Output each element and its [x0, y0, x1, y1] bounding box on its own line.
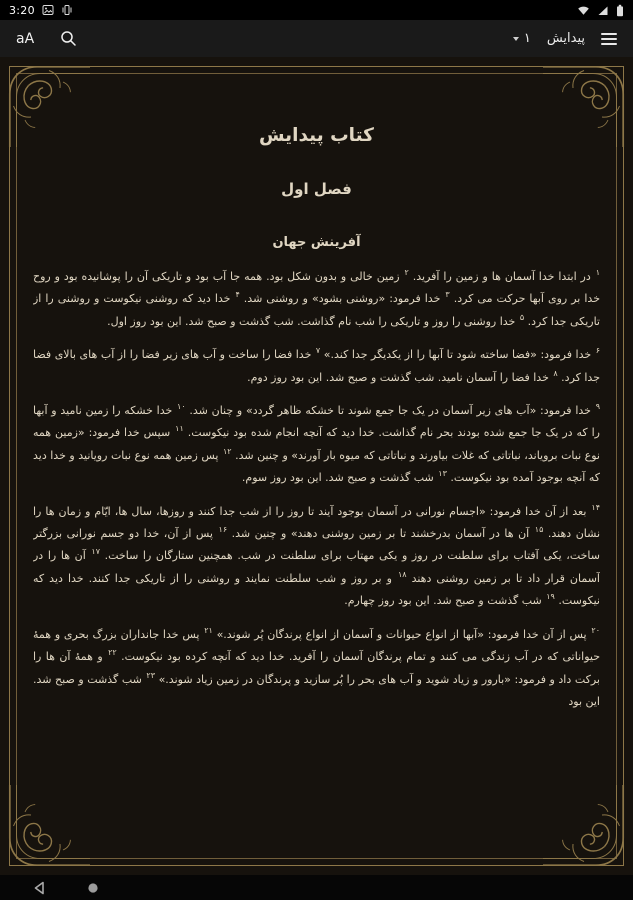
verse-number: ۲۲ — [108, 648, 117, 658]
scripture-paragraph: $^۹$ خدا فرمود: «آب های زیر آسمان در یک جا جمع شوند تا خشکه ظاهر گردد» و چنان شد. $^{۱۰}$ خدا خشکه را زمین نامید و آبها را که در یک جا جمع شده بودند بحر نام گذاشت. خدا دید که آنچه انجام شده بود نیکوست. $^{۱۱}$ سپس خدا فرمود: «زمین همه نوع نبات برویاند، نباتاتی که غلات بیاورند و نباتاتی که میوه بار آورند» و چنین شد. $^{۱۲}$ پس زمین همه نوع نبات رویانید و خدا دید که آنچه بوجود آمده بود نیکوست. $^{۱۳}$ شب گذشت و صبح شد. این بود روز سوم. — [33, 402, 600, 485]
action-bar — [0, 20, 633, 57]
chapter-selector[interactable] — [513, 31, 531, 46]
verse-number: ۲ — [404, 268, 409, 277]
verse-number: ۱۵ — [534, 525, 544, 535]
hamburger-icon — [601, 33, 617, 45]
status-bar — [0, 0, 633, 20]
menu-button[interactable] — [601, 33, 617, 45]
search-icon — [60, 30, 77, 47]
search-button[interactable] — [60, 30, 77, 47]
book-title: کتاب پیدایش — [259, 125, 374, 146]
verse-number: ۷ — [315, 346, 321, 356]
verse-number: ۱۹ — [546, 592, 555, 602]
verse-number: ۱۷ — [91, 547, 100, 557]
verse-number: ۶ — [595, 346, 600, 356]
scripture-paragraph: $^{۱۴}$ بعد از آن خدا فرمود: «اجسام نورانی در آسمان بوجود آیند تا روز را از شب جدا کنند و روزها، سال ها، ایّام و زمان ها را نشان دهند. $^{۱۵}$ آن ها در آسمان بدرخشند تا بر زمین روشنی دهند» و چنین شد. $^{۱۶}$ پس از آن، خدا دو جسم نورانی بزرگتر ساخت، یکی آفتاب برای سلطنت در روز و یکی مهتاب برای سلطنت در شب. همچنین ستارگان را ساخت. $^{۱۷}$ آن ها را در آسمان قرار داد تا بر زمین روشنی دهند $^{۱۸}$ و بر روز و شب سلطنت نمایند و روشنی را از تاریکی جدا کنند. خدا دید که نیکوست. $^{۱۹}$ شب گذشت و صبح شد. این بود روز چهارم. — [33, 502, 600, 608]
status-bar-right — [577, 4, 624, 17]
verse-number: ۱۰ — [177, 402, 186, 412]
vibrate-icon — [61, 4, 73, 16]
verse-number: ۲۱ — [204, 625, 213, 635]
font-size-button[interactable]: aA — [16, 30, 35, 47]
clock: 3:20 — [9, 3, 35, 17]
home-button[interactable] — [87, 882, 99, 894]
back-icon — [33, 881, 47, 895]
signal-icon — [597, 5, 609, 16]
chapter-heading: فصل اول — [281, 180, 352, 198]
battery-icon — [616, 4, 624, 17]
verse-number: ۱۱ — [175, 424, 184, 434]
book-selector[interactable]: پیدایش — [546, 31, 585, 46]
verse-number: ۲۰ — [591, 625, 600, 635]
verse-number: ۳ — [445, 290, 450, 300]
scripture-paragraph: $^۱$ در ابتدا خدا آسمان ها و زمین را آفرید. $^۲$ زمین خالی و بدون شکل بود. همه جا آب بود و تاریکی آن را پوشانیده بود و روح خدا بر روی آبها حرکت می کرد. $^۳$ خدا فرمود: «روشنی بشود» و روشنی شد. $^۴$ خدا دید که روشنی نیکوست و روشنی را از تاریکی جدا کرد. $^۵$ خدا روشنی را روز و تاریکی را شب نام گذاشت. شب گذشت و صبح شد. این بود روز اول. — [33, 268, 600, 328]
verse-number: ۴ — [235, 290, 240, 300]
verse-number: ۸ — [553, 368, 558, 378]
back-button[interactable] — [33, 881, 47, 895]
home-circle-icon — [87, 882, 99, 894]
verse-number: ۹ — [595, 402, 600, 412]
verse-number: ۱۸ — [397, 569, 407, 579]
reader-page[interactable] — [0, 57, 633, 875]
action-bar-left — [16, 30, 77, 47]
chapter-number: ۱ — [523, 31, 531, 46]
verse-paragraphs — [33, 266, 600, 713]
verse-number: ۱ — [595, 268, 600, 277]
verse-number: ۱۴ — [591, 502, 600, 512]
chevron-down-icon — [513, 37, 519, 41]
verse-number: ۱۶ — [218, 525, 228, 535]
action-bar-right — [513, 31, 617, 46]
navigation-bar — [0, 875, 633, 900]
verse-number: ۲۳ — [146, 670, 156, 680]
scripture-text-area[interactable] — [33, 57, 600, 861]
verse-number: ۱۲ — [223, 446, 232, 456]
scripture-paragraph: $^{۲۰}$ پس از آن خدا فرمود: «آبها از انواع حیوانات و آسمان از انواع پرندگان پُر شوند.» $^{۲۱}$ پس خدا جانداران بزرگ بحری و همهٔ حیواناتی که در آب زندگی می کنند و تمام پرندگان آسمان را آفرید. خدا دید که آنچه کرده بود نیکوست. $^{۲۲}$ و همهٔ آن ها را برکت داد و فرمود: «بارور و زیاد شوید و آب های بحر را پُر سازید و پرندگان در زمین زیاد شوند.» $^{۲۳}$ شب گذشت و صبح شد. این بود — [33, 625, 600, 708]
verse-number: ۱۳ — [438, 469, 447, 479]
scripture-paragraph: $^۶$ خدا فرمود: «فضا ساخته شود تا آبها را از یکدیگر جدا کند.» $^۷$ خدا فضا را ساخت و آب های زیر فضا را از آب های بالای فضا جدا کرد. $^۸$ خدا فضا را آسمان نامید. شب گذشت و صبح شد. این بود روز دوم. — [33, 346, 600, 384]
photo-icon — [42, 4, 54, 16]
wifi-icon — [577, 5, 590, 16]
section-heading: آفرینش جهان — [272, 235, 361, 250]
verse-number: ۵ — [519, 312, 525, 322]
status-bar-left — [9, 4, 73, 17]
